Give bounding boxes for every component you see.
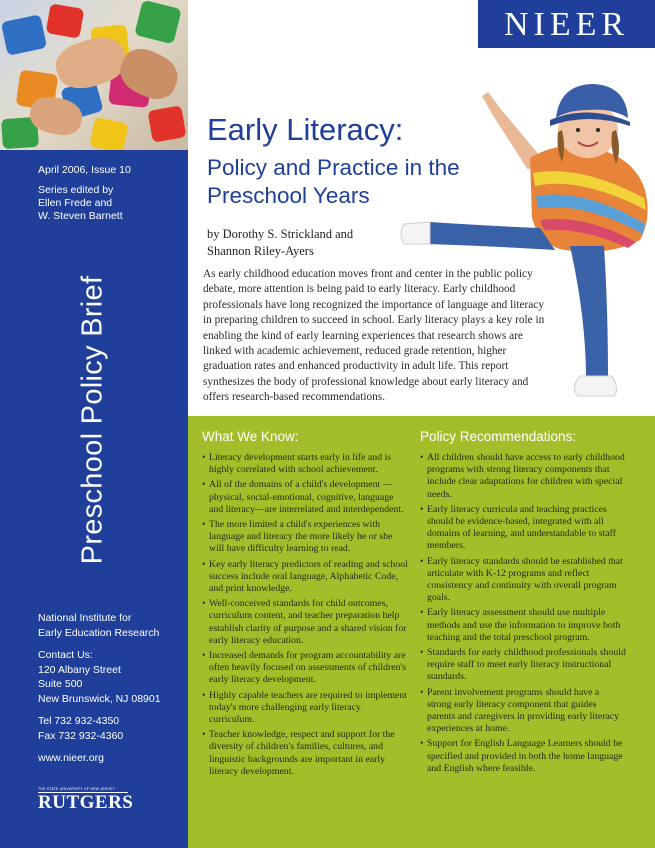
- subtitle-line: Policy and Practice in the: [207, 155, 460, 180]
- address-line: New Brunswick, NJ 08901: [38, 692, 161, 705]
- author-line: by Dorothy S. Strickland and: [207, 227, 354, 241]
- phone-number: Tel 732 932-4350: [38, 715, 120, 727]
- list-item: • Standards for early childhood professionals should require staff to meet early literacy instructional standards.: [420, 647, 626, 684]
- organization-line: Early Education Research: [38, 626, 160, 639]
- contact-block: [38, 611, 183, 766]
- intro-paragraph: As early childhood education moves front and center in the public policy debate, more attention is being paid to early literacy. Early childhood professionals have long recognized the importance of language and literacy in preparing children to succeed in school. Early literacy plays a key role in enabling the kind of early learning experiences that research shows are linked with academic achievement, reduced grade retention, higher graduation rates and enhanced productivity in adult life. This report synthesizes the body of professional knowledge about early literacy and offers research-based recommendations.: [203, 268, 545, 404]
- list-item: • Parent involvement programs should have a strong early literacy component that guides parents and caregivers in providing early literacy experiences at home.: [420, 687, 626, 736]
- list-item: • Key early literacy predictors of reading and school success include oral language, Alphabetic Code, and print knowledge.: [202, 559, 408, 596]
- series-title-text: Preschool Policy Brief: [76, 275, 109, 565]
- subtitle-line: Preschool Years: [207, 183, 370, 208]
- series-editors: [38, 184, 178, 223]
- recommendations-heading: Policy Recommendations:: [420, 429, 577, 444]
- list-item: • Early literacy curricula and teaching practices should be evidence-based, integrated with all domains of learning, and understandable to staff members.: [420, 504, 626, 553]
- list-item: • Well-conceived standards for child outcomes, curriculum content, and teacher preparation help establish clarity of purpose and a shared vision for early literacy education.: [202, 598, 408, 647]
- sidebar: [0, 0, 188, 848]
- editors-line: Series edited by: [38, 184, 114, 196]
- fax-number: Fax 732 932-4360: [38, 729, 124, 742]
- list-item: • Literacy development starts early in life and is highly correlated with school achievement.: [202, 452, 408, 476]
- organization-line: National Institute for: [38, 612, 132, 624]
- address-line: Suite 500: [38, 678, 83, 690]
- nieer-logo: NIEER: [478, 0, 655, 48]
- list-item: • Highly capable teachers are required to implement today's more challenging early literacy curriculum.: [202, 690, 408, 727]
- editors-line: Ellen Frede and: [38, 197, 113, 209]
- list-item: • Teacher knowledge, respect and support for the diversity of children's families, cultures, and linguistic backgrounds are important in early literacy development.: [202, 729, 408, 778]
- list-item: • Early literacy standards should be established that articulate with K-12 programs and reflect consistency and continuity with overall program goals.: [420, 556, 626, 605]
- contact-heading: Contact Us:: [38, 649, 93, 661]
- issue-date: April 2006, Issue 10: [38, 164, 131, 176]
- toy-blocks-photo: [0, 0, 188, 150]
- rutgers-logo: [38, 787, 134, 813]
- authors: [207, 226, 407, 260]
- list-item: • All children should have access to early childhood programs with strong literacy components that include clear adaptations for children with special needs.: [420, 452, 626, 501]
- summary-panel: [188, 416, 655, 848]
- page-subtitle: [207, 154, 507, 210]
- website-link[interactable]: www.nieer.org: [38, 752, 104, 764]
- list-item: • Support for English Language Learners should be specified and provided in both the home language and English where feasible.: [420, 738, 626, 775]
- rutgers-wordmark: RUTGERS: [38, 792, 134, 813]
- list-item: • All of the domains of a child's development —physical, social-emotional, cognitive, language and literacy—are interrelated and interdependent.: [202, 479, 408, 516]
- editors-line: W. Steven Barnett: [38, 210, 123, 222]
- list-item: • Early literacy assessment should use multiple methods and use the information to improve both teaching and the total preschool program.: [420, 607, 626, 644]
- what-we-know-column: [202, 428, 408, 781]
- list-item: • Increased demands for program accountability are often heavily focused on assessments of children's early literacy development.: [202, 650, 408, 687]
- rutgers-tagline: THE STATE UNIVERSITY OF NEW JERSEY: [38, 787, 128, 793]
- recommendations-column: [420, 428, 626, 778]
- what-we-know-heading: What We Know:: [202, 429, 299, 444]
- list-item: • The more limited a child's experiences with language and literacy the more likely he or she will have difficulty learning to read.: [202, 519, 408, 556]
- page-title: Early Literacy:: [207, 112, 404, 147]
- address-line: 120 Albany Street: [38, 663, 121, 676]
- what-we-know-list: [202, 452, 408, 778]
- author-line: Shannon Riley-Ayers: [207, 244, 314, 258]
- series-title: [78, 240, 108, 600]
- recommendations-list: [420, 452, 626, 775]
